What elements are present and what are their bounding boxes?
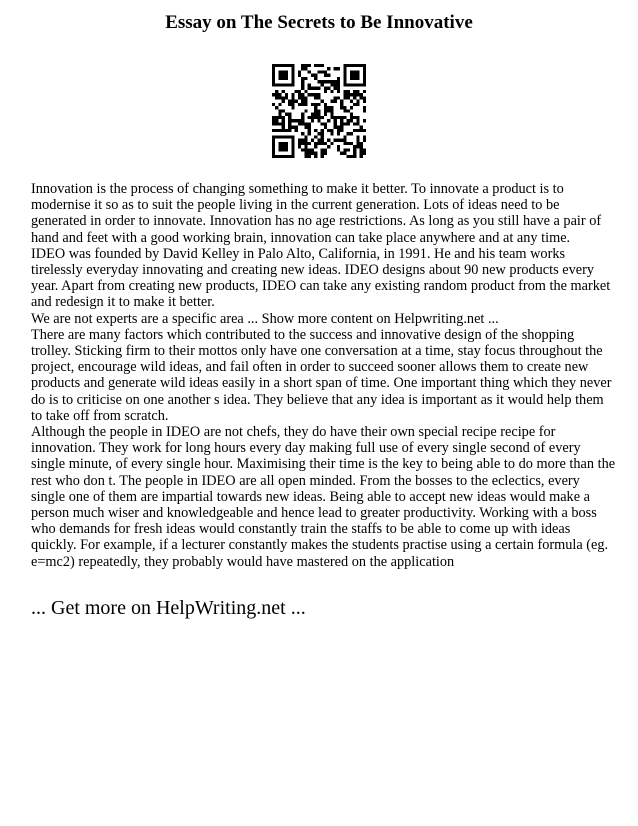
essay-paragraph: IDEO was founded by David Kelley in Palo Alto, California, in 1991. He and his team works tirelessly everyday innovating and creating new ideas. IDEO designs about 90 new products every year. Apart from creating new products, IDEO can take any existing random product from the market and redesign it to make it better. [31,245,611,311]
essay-paragraph: We are not experts are a specific area ... Show more content on Helpwriting.net ... [31,310,499,327]
document-title: Essay on The Secrets to Be Innovative [165,12,473,33]
essay-paragraph: Innovation is the process of changing something to make it better. To innovate a product is to modernise it so as to suit the people living in the current generation. Lots of ideas need to be generated in order to innovate. Innovation has no age restrictions. As long as you still have a pair of hand and feet with a good working brain, innovation can take place anywhere and at any time. [31,181,602,246]
essay-body [31,181,616,570]
get-more-link[interactable]: ... Get more on HelpWriting.net ... [31,597,306,619]
essay-paragraph: Although the people in IDEO are not chefs, they do have their own special recipe recipe for innovation. They work for long hours every day making full use of every single second of every single minute, of every single hour. Maximising their time is the key to being able to do more than the rest who don t. The people in IDEO are all open minded. From the bosses to the eclectics, every single one of them are impartial towards new ideas. Being able to accept new ideas would make a person much wiser and knowledgeable and hence lead to greater productivity. Working with a boss who demands for fresh ideas would constantly train the staffs to be able to come up with ideas quickly. For example, if a lecturer constantly makes the students practise using a certain formula (eg. e=mc2) repeatedly, they probably would have mastered on the application [31,424,616,570]
qr-code-icon[interactable] [272,64,366,158]
essay-paragraph: There are many factors which contributed to the success and innovative design of the shopping trolley. Sticking firm to their mottos only have one conversation at a time, stay focus throughout the project, encourage wild ideas, and fail often in order to succeed sooner allows them to create new products and generate wild ideas easily in a short span of time. One important thing which they never do is to criticise on one another s idea. They believe that any idea is important as it would help them to take off from scratch. [31,326,612,424]
